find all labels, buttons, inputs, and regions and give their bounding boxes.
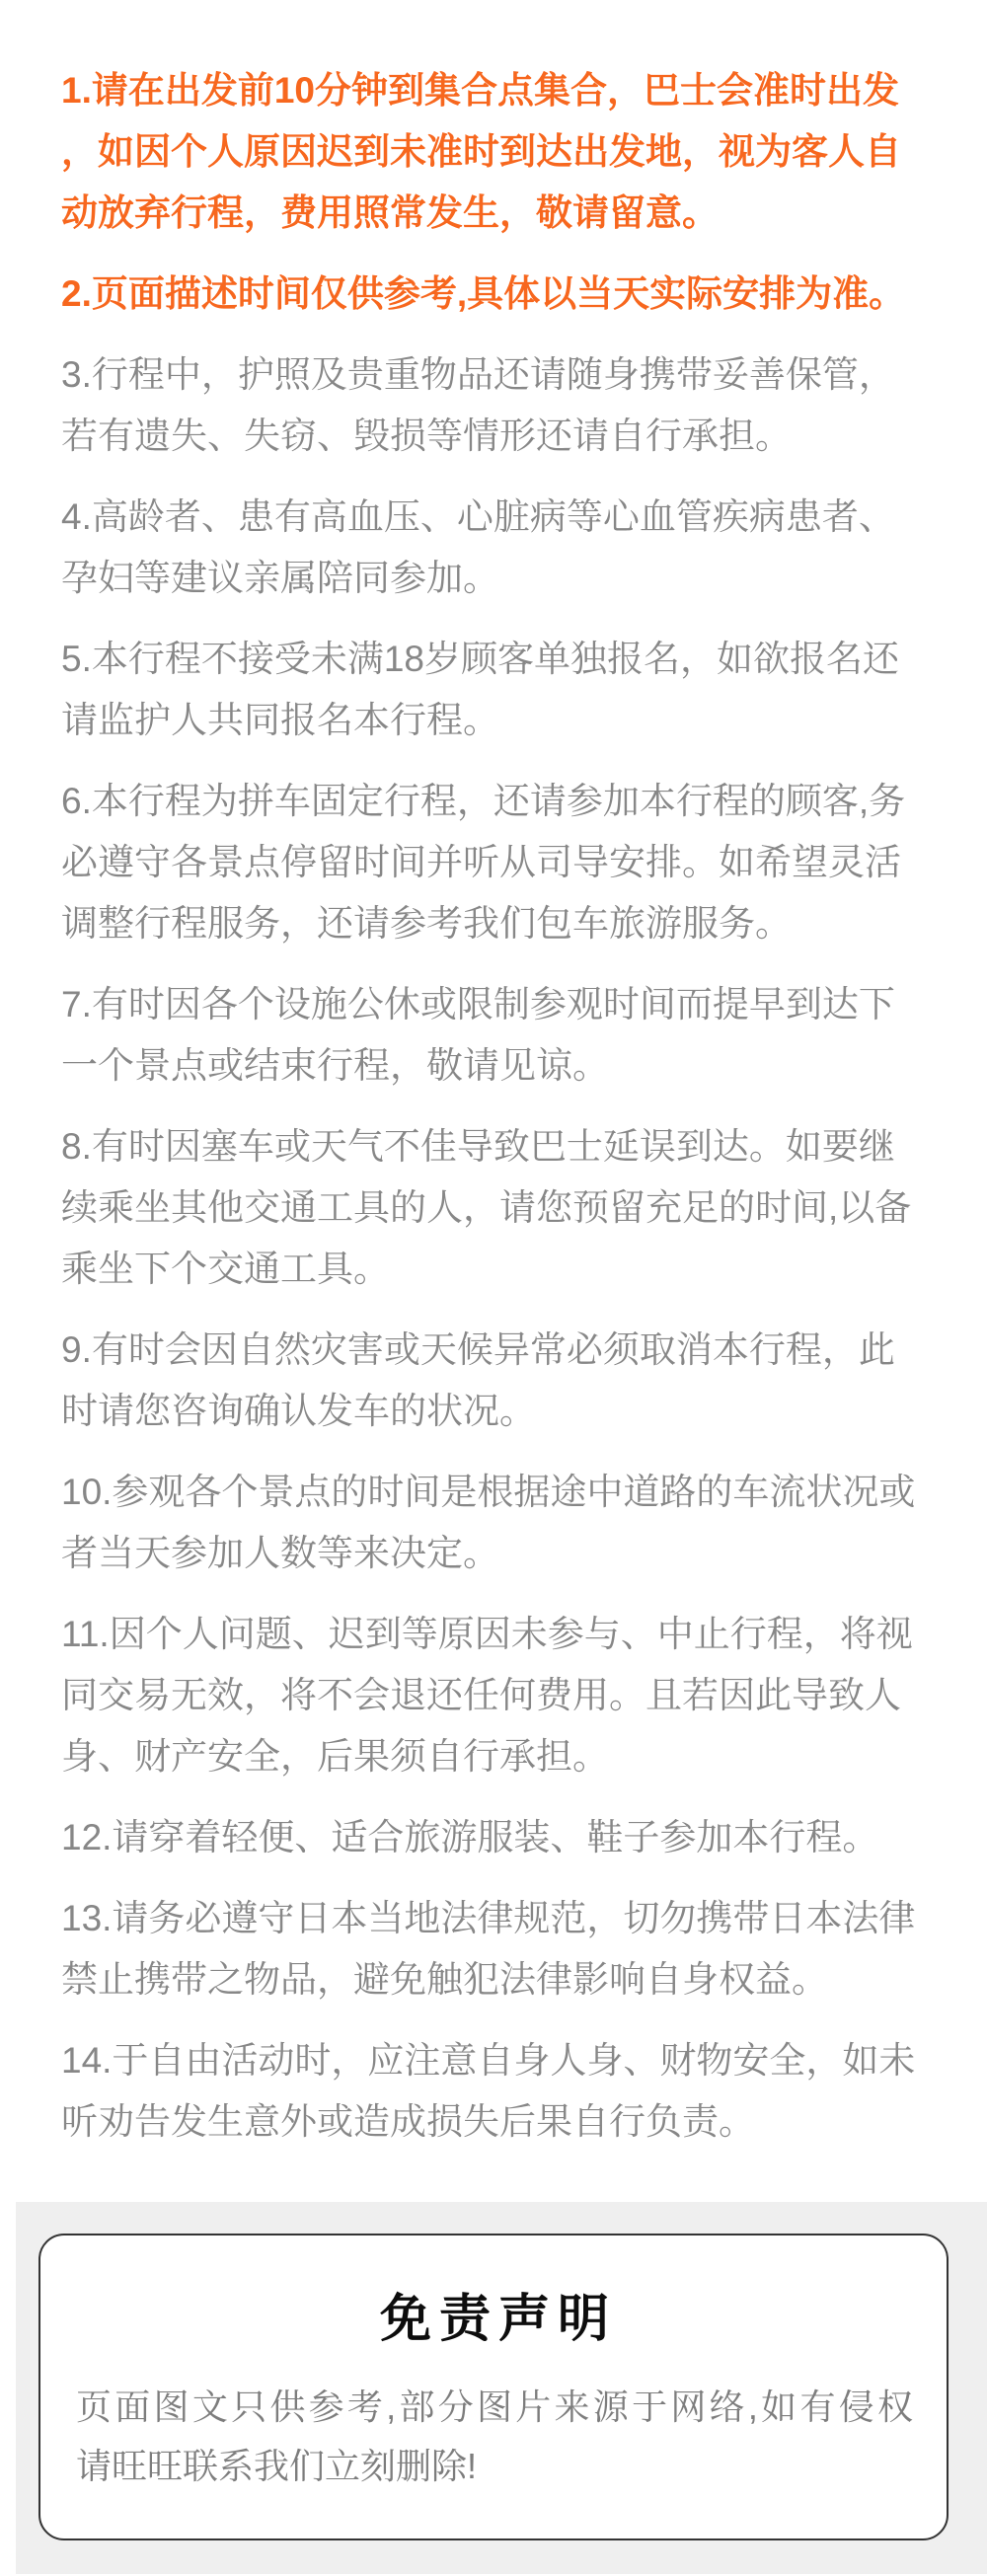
notice-item-2: 2.页面描述时间仅供参考,具体以当天实际安排为准。 bbox=[61, 273, 906, 314]
notice-item-3: 3.行程中，护照及贵重物品还请随身携带妥善保管，若有遗失、失窃、毁损等情形还请自行承担。 bbox=[61, 354, 895, 456]
notice-item-5: 5.本行程不接受未满18岁顾客单独报名，如欲报名还请监护人共同报名本行程。 bbox=[61, 639, 900, 740]
notice-item-1: 1.请在出发前10分钟到集合点集合，巴士会准时出发，如因个人原因迟到未准时到达出发地，视为客人自动放弃行程，费用照常发生，敬请留意。 bbox=[61, 70, 901, 233]
disclaimer-body-line-2: 请旺旺联系我们立刻删除! bbox=[76, 2446, 478, 2486]
notice-item-8: 8.有时因塞车或天气不佳导致巴士延误到达。如要继续乘坐其他交通工具的人，请您预留充足的时间,以备乘坐下个交通工具。 bbox=[61, 1126, 912, 1289]
notice-item-11: 11.因个人问题、迟到等原因未参与、中止行程，将视同交易无效，将不会退还任何费用。且若因此导致人身、财产安全，后果须自行承担。 bbox=[61, 1614, 913, 1777]
disclaimer-title: 免责声明 bbox=[379, 2291, 617, 2348]
disclaimer-body-line-1: 页面图文只供参考,部分图片来源于网络,如有侵权 bbox=[76, 2387, 913, 2427]
notice-item-7: 7.有时因各个设施公休或限制参观时间而提早到达下一个景点或结束行程，敬请见谅。 bbox=[61, 984, 895, 1086]
disclaimer-box bbox=[38, 2234, 949, 2540]
notice-item-4: 4.高龄者、患有高血压、心脏病等心血管疾病患者、孕妇等建议亲属陪同参加。 bbox=[61, 496, 895, 598]
notice-item-14: 14.于自由活动时，应注意自身人身、财物安全，如未听劝告发生意外或造成损失后果自行负责。 bbox=[61, 2040, 916, 2142]
notice-item-13: 13.请务必遵守日本当地法律规范，切勿携带日本法律禁止携带之物品，避免触犯法律影响自身权益。 bbox=[61, 1898, 916, 2000]
notice-item-6: 6.本行程为拼车固定行程，还请参加本行程的顾客,务必遵守各景点停留时间并听从司导安排。如希望灵活调整行程服务，还请参考我们包车旅游服务。 bbox=[61, 781, 906, 944]
disclaimer-panel bbox=[16, 2202, 987, 2574]
notice-item-12: 12.请穿着轻便、适合旅游服装、鞋子参加本行程。 bbox=[61, 1817, 879, 1857]
disclaimer-body bbox=[76, 2378, 913, 2496]
notice-item-9: 9.有时会因自然灾害或天候异常必须取消本行程，此时请您咨询确认发车的状况。 bbox=[61, 1329, 895, 1431]
notice-item-10: 10.参观各个景点的时间是根据途中道路的车流状况或者当天参加人数等来决定。 bbox=[61, 1472, 916, 1573]
